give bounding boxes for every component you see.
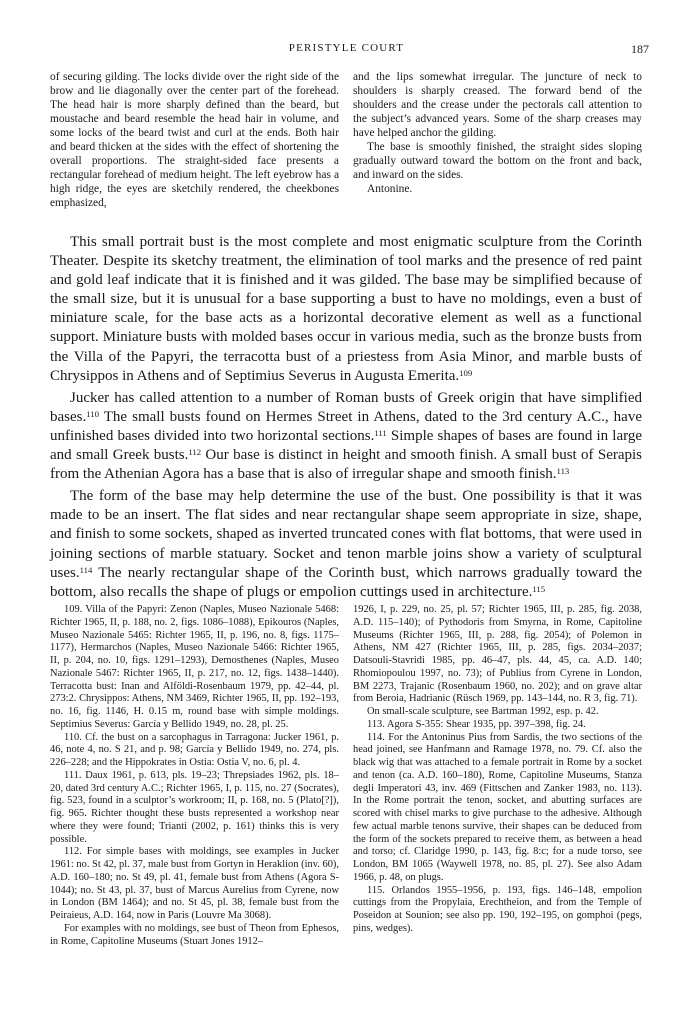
page-number: 187: [631, 42, 649, 56]
footnote: 111. Daux 1961, p. 613, pls. 19–23; Threpsiades 1962, pls. 18–20, dated 3rd century A.C.; Richter 1965, I, p. 115, no. 27 (Socrates), fig. 523, found in a sculptor’s workroom; II, p. 168, no. 5 (Plato[?]), fig. 965. Richter thought these busts represented a workshop near where they were found; Trianti (2002, p. 161) thinks this is very possible.: [50, 769, 339, 845]
catalog-left-column: [50, 71, 339, 211]
footnotes: [50, 604, 642, 948]
footnote: 115. Orlandos 1955–1956, p. 193, figs. 146–148, empolion cuttings from the Propylaia, Erechtheion, and from the Temple of Poseidon at Sounion; see also pp. 190, 192–195, on gomphoi (pegs, pins, wedges).: [353, 884, 642, 934]
footnote-ref[interactable]: 113: [556, 466, 570, 477]
body-paragraph: This small portrait bust is the most complete and most enigmatic sculpture from the Corinth Theater. Despite its sketchy treatment, the elimination of tool marks and the presence of red paint and gold leaf indicate that it is finished and it was gilded. The base may be simplified because of the small size, but it is unusual for a base supporting a bust to have no moldings, even a bust of miniature scale, for the base acts as a horizontal decorative element as well as a functional support. Miniature busts with molded bases occur in various media, such as the bronze busts from the Villa of the Papyri, the terracotta bust of a priestess from Asia Minor, and marble busts of Chrysippos in Athens and of Septimius Severus in Augusta Emerita.$^{109}$: [50, 234, 642, 384]
footnote: 112. For simple bases with moldings, see examples in Jucker 1961: no. St 42, pl. 37, male bust from Gortyn in Heraklion (inv. 60), A.D. 160–180; no. St 49, pl. 41, female bust from Athens (Agora S-1044); no. St 43, pl. 37, bust of Marcus Aurelius from Cyrene, now in London (BM 1464); and no. St 45, pl. 38, female bust from the Peiraieus, A.D. 164, now in Paris (Louvre Ma 3068).: [50, 846, 339, 921]
footnote: 1926, I, p. 229, no. 25, pl. 57; Richter 1965, III, p. 285, fig. 2038, A.D. 115–140); of Pythodoris from Smyrna, in Rome, Capitoline Museums (Richter 1965, III, p. 288, fig. 2054); of Polemon in Athens, NM 427 (Richter 1965, III, p. 285, figs. 2034–2037; Datsouli-Stavridi 1985, pp. 46–47, pls. 44, 45, ca. A.D. 140; Rhomiopoulou 1997, no. 73); of Publius from Cyrene in London, BM 2273, Trajanic (Rosenbaum 1960, no. 202); and on grave altar from Beroia, Hadrianic (Rüsch 1969, pp. 143–144, no. R 3, fig. 71).: [353, 604, 642, 705]
body-paragraph: The form of the base may help determine the use of the bust. One possibility is that it was made to be an insert. The flat sides and near rectangular shape seem appropriate in size, shape, and finish to some sockets, shaped as inverted truncated cones with flat bottoms, that were used in joining sections of marble statuary. Socket and tenon marble joins show a variety of sculptural uses.$^{114}$ The nearly rectangular shape of the Corinth bust, which narrows gradually toward the bottom, also recalls the shape of plugs or empolion cuttings used in architecture.$^{115}$: [50, 488, 642, 600]
footnote-ref[interactable]: 115: [532, 583, 546, 594]
running-head: PERISTYLE COURT: [288, 42, 405, 54]
footnotes-left-column: [50, 604, 339, 948]
footnote: 110. Cf. the bust on a sarcophagus in Tarragona: Jucker 1961, p. 46, note 4, no. S 21, and p. 98; García y Bellido 1949, no. 274, pls. 226–228; and the Hippokrates in Ostia: Ostia V, no. 6, pl. 4.: [50, 731, 339, 768]
footnote: 109. Villa of the Papyri: Zenon (Naples, Museo Nazionale 5468: Richter 1965, II, p. 188, no. 2, figs. 1086–1088), Epikouros (Naples, Museo Nazionale 5465: Richter 1965, II, p. 196, no. 8, figs. 1175–1177), Hermarchos (Naples, Museo Nazionale 5466: Richter 1965, II, p. 204, no. 10, figs. 1291–1293), Demosthenes (Naples, Museo Nazionale 5467: Richter 1965, II, p. 217, no. 12, figs. 1438–1440). Terracotta bust: Inan and Alföldi-Rosenbaum 1979, pp. 42–44, pl. 273:2. Chrysippos: Athens, NM 3469, Richter 1965, II, pp. 192–193, no. 16, fig. 1146, H. 0.15 m, round base with simple moldings. Septimius Severus: García y Bellido 1949, no. 28, pl. 25.: [50, 604, 339, 730]
body-text: [50, 233, 642, 605]
footnote-ref[interactable]: 111: [374, 428, 387, 439]
catalog-text: of securing gilding. The locks divide over the right side of the brow and lie diagonally over the center part of the forehead. The head hair is more sharply defined than the beard, but moustache and beard resemble the head hair in volume, and some locks of the beard twist and curl at the ends. Both hair and beard thicken at the sides with the effect of shortening the overall proportions. The straight-sided face presents a rectangular forehead of medium height. The left eyebrow has a high ridge, the eyes are sketchily rendered, the cheekbones emphasized,: [50, 71, 339, 209]
catalog-text: and the lips somewhat irregular. The juncture of neck to shoulders is sharply creased. The forward bend of the shoulders and the crease under the pectorals call attention to the subject’s advanced years. Some of the sharp creases may have helped anchor the gilding.: [353, 71, 642, 139]
catalog-entry: [50, 71, 642, 211]
footnote-ref[interactable]: 109: [459, 367, 473, 378]
catalog-right-column: [353, 71, 642, 211]
footnote: For examples with no moldings, see bust of Theon from Ephesos, in Rome, Capitoline Museums (Stuart Jones 1912–: [50, 922, 339, 947]
footnote-ref[interactable]: 110: [86, 408, 99, 419]
footnotes-right-column: [353, 604, 642, 948]
footnote-ref[interactable]: 112: [188, 447, 202, 458]
footnote: 113. Agora S-355: Shear 1935, pp. 397–398, fig. 24.: [367, 718, 586, 730]
catalog-text: The base is smoothly finished, the straight sides sloping gradually outward toward the bottom on the front and back, and inward on the sides.: [353, 140, 642, 181]
footnote: On small-scale sculpture, see Bartman 1992, esp. p. 42.: [367, 706, 599, 717]
footnote: 114. For the Antoninus Pius from Sardis, the two sections of the head joined, see Hanfmann and Ramage 1978, no. 79. Cf. also the black wig that was attached to a female portrait in Rome by a socket and tenon (ca. A.D. 160–180), Rome, Capitoline Museums, Stanza degli Imperatori 43, inv. 469 (Fittschen and Zanker 1983, no. 113). In the Rome portrait the tenon, socket, and abutting surfaces are scored with chisel marks to give purchase to the adhesive. Although few actual marble tenons survive, their shapes can be deduced from the form of the sockets prepared to receive them, as between a head and torso; cf. Claridge 1990, p. 143, fig. 8:c; for a nude torso, see London, BM 1065 (Waywell 1978, no. 85, pl. 27). See also Adam 1966, p. 48, on plugs.: [353, 731, 642, 883]
page-header: [0, 42, 693, 58]
footnote-ref[interactable]: 114: [79, 564, 93, 575]
body-paragraph: Jucker has called attention to a number of Roman busts of Greek origin that have simplified bases.$^{110}$ The small busts found on Hermes Street in Athens, dated to the 3rd century A.C., have unfinished bases divided into two horizontal sections.$^{111}$ Simple shapes of bases are found in large and small Greek busts.$^{112}$ Our base is distinct in height and smooth finish. A small bust of Serapis from the Athenian Agora has a base that is also of irregular shape and smooth finish.$^{113}$: [50, 389, 643, 483]
catalog-date: Antonine.: [367, 182, 413, 195]
